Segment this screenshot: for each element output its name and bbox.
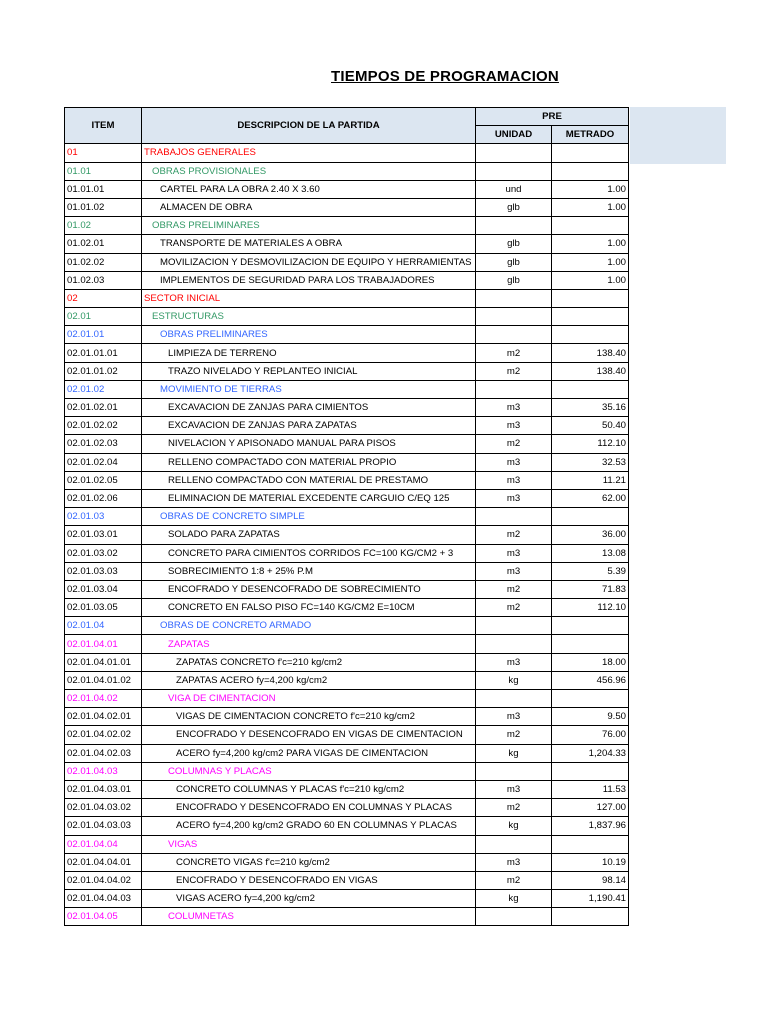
metrado-cell (552, 380, 629, 398)
table-row (65, 890, 629, 908)
budget-table (64, 107, 629, 926)
unit-cell: glb (476, 253, 552, 271)
description-cell: ACERO fy=4,200 kg/cm2 PARA VIGAS DE CIMENTACION (142, 744, 476, 762)
table-row (65, 508, 629, 526)
table-row (65, 835, 629, 853)
table-row (65, 544, 629, 562)
metrado-cell (552, 835, 629, 853)
table-row (65, 289, 629, 307)
description-cell: ACERO fy=4,200 kg/cm2 GRADO 60 EN COLUMNAS Y PLACAS (142, 817, 476, 835)
description-cell: CONCRETO PARA CIMIENTOS CORRIDOS FC=100 KG/CM2 + 3 (142, 544, 476, 562)
description-cell: CONCRETO VIGAS f'c=210 kg/cm2 (142, 853, 476, 871)
item-code-cell: 02.01.04.01 (65, 635, 142, 653)
item-code-cell: 01.01.02 (65, 198, 142, 216)
description-cell: OBRAS PRELIMINARES (142, 326, 476, 344)
table-row (65, 871, 629, 889)
description-cell: ENCOFRADO Y DESENCOFRADO EN VIGAS DE CIMENTACION (142, 726, 476, 744)
description-cell: EXCAVACION DE ZANJAS PARA ZAPATAS (142, 417, 476, 435)
item-code-cell: 02.01.03.01 (65, 526, 142, 544)
table-row (65, 489, 629, 507)
item-code-cell: 02.01.03 (65, 508, 142, 526)
unit-cell: kg (476, 890, 552, 908)
table-row (65, 235, 629, 253)
item-code-cell: 02.01.04.01.01 (65, 653, 142, 671)
item-code-cell: 01.02.03 (65, 271, 142, 289)
unit-cell (476, 835, 552, 853)
unit-cell (476, 289, 552, 307)
unit-cell: glb (476, 198, 552, 216)
unit-cell (476, 762, 552, 780)
description-cell: VIGAS ACERO fy=4,200 kg/cm2 (142, 890, 476, 908)
item-code-cell: 02.01.01.02 (65, 362, 142, 380)
metrado-cell: 1.00 (552, 180, 629, 198)
metrado-cell: 1.00 (552, 271, 629, 289)
description-cell: EXCAVACION DE ZANJAS PARA CIMIENTOS (142, 399, 476, 417)
table-row (65, 435, 629, 453)
description-cell: SOLADO PARA ZAPATAS (142, 526, 476, 544)
description-cell: RELLENO COMPACTADO CON MATERIAL PROPIO (142, 453, 476, 471)
table-row (65, 344, 629, 362)
table-row (65, 526, 629, 544)
description-cell: NIVELACION Y APISONADO MANUAL PARA PISOS (142, 435, 476, 453)
table-row (65, 653, 629, 671)
header-band (630, 107, 726, 164)
table-row (65, 417, 629, 435)
description-cell: CARTEL PARA LA OBRA 2.40 X 3.60 (142, 180, 476, 198)
table-row (65, 453, 629, 471)
item-code-cell: 02.01.02.06 (65, 489, 142, 507)
description-cell: ENCOFRADO Y DESENCOFRADO DE SOBRECIMIENTO (142, 580, 476, 598)
item-code-cell: 02.01 (65, 308, 142, 326)
item-code-cell: 02.01.04.03.02 (65, 799, 142, 817)
metrado-cell (552, 617, 629, 635)
table-row (65, 144, 629, 162)
item-code-cell: 02.01.03.03 (65, 562, 142, 580)
metrado-cell: 112.10 (552, 435, 629, 453)
description-cell: OBRAS DE CONCRETO ARMADO (142, 617, 476, 635)
description-cell: ZAPATAS CONCRETO f'c=210 kg/cm2 (142, 653, 476, 671)
unit-cell (476, 217, 552, 235)
metrado-cell: 1,837.96 (552, 817, 629, 835)
description-cell: VIGAS (142, 835, 476, 853)
table-row (65, 817, 629, 835)
description-cell: TRANSPORTE DE MATERIALES A OBRA (142, 235, 476, 253)
table-row (65, 908, 629, 926)
description-cell: SECTOR INICIAL (142, 289, 476, 307)
metrado-cell: 18.00 (552, 653, 629, 671)
description-cell: OBRAS DE CONCRETO SIMPLE (142, 508, 476, 526)
table-row (65, 399, 629, 417)
unit-cell (476, 144, 552, 162)
table-row (65, 380, 629, 398)
unit-cell (476, 690, 552, 708)
unit-cell: m2 (476, 526, 552, 544)
metrado-cell: 36.00 (552, 526, 629, 544)
metrado-cell: 127.00 (552, 799, 629, 817)
header-descripcion: DESCRIPCION DE LA PARTIDA (142, 108, 476, 144)
table-row (65, 162, 629, 180)
description-cell: CONCRETO COLUMNAS Y PLACAS f'c=210 kg/cm2 (142, 780, 476, 798)
unit-cell (476, 326, 552, 344)
description-cell: ZAPATAS (142, 635, 476, 653)
metrado-cell: 62.00 (552, 489, 629, 507)
header-item: ITEM (65, 108, 142, 144)
item-code-cell: 02.01.03.02 (65, 544, 142, 562)
table-row (65, 326, 629, 344)
unit-cell: m2 (476, 871, 552, 889)
metrado-cell: 11.53 (552, 780, 629, 798)
item-code-cell: 02.01.04.03.01 (65, 780, 142, 798)
unit-cell: m2 (476, 599, 552, 617)
unit-cell: m3 (476, 853, 552, 871)
unit-cell: m3 (476, 653, 552, 671)
unit-cell (476, 908, 552, 926)
table-row (65, 362, 629, 380)
unit-cell: m3 (476, 489, 552, 507)
table-row (65, 617, 629, 635)
table-row (65, 253, 629, 271)
table-row (65, 471, 629, 489)
unit-cell: m2 (476, 726, 552, 744)
unit-cell: m3 (476, 780, 552, 798)
item-code-cell: 02.01.04.01.02 (65, 671, 142, 689)
metrado-cell: 138.40 (552, 344, 629, 362)
item-code-cell: 02.01.04.04.01 (65, 853, 142, 871)
table-row (65, 562, 629, 580)
item-code-cell: 01.02.01 (65, 235, 142, 253)
unit-cell: glb (476, 271, 552, 289)
item-code-cell: 02.01.03.04 (65, 580, 142, 598)
item-code-cell: 02.01.04 (65, 617, 142, 635)
metrado-cell: 13.08 (552, 544, 629, 562)
unit-cell: m3 (476, 562, 552, 580)
table-row (65, 671, 629, 689)
metrado-cell: 5.39 (552, 562, 629, 580)
page-title: TIEMPOS DE PROGRAMACION (331, 68, 559, 85)
metrado-cell: 138.40 (552, 362, 629, 380)
description-cell: MOVILIZACION Y DESMOVILIZACION DE EQUIPO Y HERRAMIENTAS (142, 253, 476, 271)
item-code-cell: 02.01.03.05 (65, 599, 142, 617)
metrado-cell: 112.10 (552, 599, 629, 617)
description-cell: ALMACEN DE OBRA (142, 198, 476, 216)
metrado-cell (552, 326, 629, 344)
item-code-cell: 02.01.02.05 (65, 471, 142, 489)
item-code-cell: 01.01 (65, 162, 142, 180)
unit-cell (476, 508, 552, 526)
unit-cell (476, 162, 552, 180)
metrado-cell: 76.00 (552, 726, 629, 744)
description-cell: VIGAS DE CIMENTACION CONCRETO f'c=210 kg/cm2 (142, 708, 476, 726)
metrado-cell (552, 908, 629, 926)
metrado-cell: 1.00 (552, 235, 629, 253)
metrado-cell (552, 508, 629, 526)
description-cell: ZAPATAS ACERO fy=4,200 kg/cm2 (142, 671, 476, 689)
description-cell: RELLENO COMPACTADO CON MATERIAL DE PRESTAMO (142, 471, 476, 489)
item-code-cell: 02.01.04.04.03 (65, 890, 142, 908)
metrado-cell: 50.40 (552, 417, 629, 435)
unit-cell: m3 (476, 544, 552, 562)
metrado-cell (552, 308, 629, 326)
item-code-cell: 02.01.02.01 (65, 399, 142, 417)
unit-cell: m2 (476, 435, 552, 453)
metrado-cell (552, 217, 629, 235)
unit-cell: m3 (476, 471, 552, 489)
item-code-cell: 02.01.04.04 (65, 835, 142, 853)
description-cell: MOVIMIENTO DE TIERRAS (142, 380, 476, 398)
description-cell: ESTRUCTURAS (142, 308, 476, 326)
table-row (65, 580, 629, 598)
item-code-cell: 02.01.04.02 (65, 690, 142, 708)
unit-cell: m3 (476, 453, 552, 471)
table-row (65, 635, 629, 653)
unit-cell: kg (476, 817, 552, 835)
item-code-cell: 02.01.04.02.02 (65, 726, 142, 744)
item-code-cell: 02 (65, 289, 142, 307)
item-code-cell: 02.01.02.04 (65, 453, 142, 471)
item-code-cell: 02.01.02 (65, 380, 142, 398)
description-cell: OBRAS PROVISIONALES (142, 162, 476, 180)
header-metrado: METRADO (552, 126, 629, 144)
table-row (65, 799, 629, 817)
metrado-cell: 9.50 (552, 708, 629, 726)
item-code-cell: 02.01.02.03 (65, 435, 142, 453)
metrado-cell: 1.00 (552, 198, 629, 216)
metrado-cell: 32.53 (552, 453, 629, 471)
table-row (65, 198, 629, 216)
metrado-cell (552, 162, 629, 180)
table-row (65, 308, 629, 326)
table-row (65, 708, 629, 726)
metrado-cell: 71.83 (552, 580, 629, 598)
unit-cell: und (476, 180, 552, 198)
item-code-cell: 02.01.04.03 (65, 762, 142, 780)
description-cell: CONCRETO EN FALSO PISO FC=140 KG/CM2 E=10CM (142, 599, 476, 617)
description-cell: ENCOFRADO Y DESENCOFRADO EN VIGAS (142, 871, 476, 889)
metrado-cell: 11.21 (552, 471, 629, 489)
metrado-cell: 1.00 (552, 253, 629, 271)
description-cell: OBRAS PRELIMINARES (142, 217, 476, 235)
unit-cell (476, 380, 552, 398)
metrado-cell (552, 289, 629, 307)
item-code-cell: 01 (65, 144, 142, 162)
metrado-cell: 35.16 (552, 399, 629, 417)
table-row (65, 762, 629, 780)
item-code-cell: 02.01.01 (65, 326, 142, 344)
description-cell: SOBRECIMIENTO 1:8 + 25% P.M (142, 562, 476, 580)
unit-cell: m3 (476, 399, 552, 417)
description-cell: VIGA DE CIMENTACION (142, 690, 476, 708)
description-cell: COLUMNETAS (142, 908, 476, 926)
table-row (65, 217, 629, 235)
description-cell: ENCOFRADO Y DESENCOFRADO EN COLUMNAS Y PLACAS (142, 799, 476, 817)
metrado-cell (552, 762, 629, 780)
table-row (65, 690, 629, 708)
unit-cell: m3 (476, 708, 552, 726)
description-cell: TRAZO NIVELADO Y REPLANTEO INICIAL (142, 362, 476, 380)
unit-cell: m2 (476, 362, 552, 380)
unit-cell (476, 617, 552, 635)
unit-cell: m3 (476, 417, 552, 435)
description-cell: TRABAJOS GENERALES (142, 144, 476, 162)
table-row (65, 180, 629, 198)
description-cell: LIMPIEZA DE TERRENO (142, 344, 476, 362)
table-row (65, 853, 629, 871)
metrado-cell: 98.14 (552, 871, 629, 889)
metrado-cell (552, 144, 629, 162)
unit-cell (476, 308, 552, 326)
metrado-cell (552, 635, 629, 653)
item-code-cell: 02.01.04.03.03 (65, 817, 142, 835)
description-cell: IMPLEMENTOS DE SEGURIDAD PARA LOS TRABAJADORES (142, 271, 476, 289)
unit-cell: m2 (476, 344, 552, 362)
metrado-cell: 1,190.41 (552, 890, 629, 908)
unit-cell (476, 635, 552, 653)
item-code-cell: 01.02.02 (65, 253, 142, 271)
item-code-cell: 02.01.04.05 (65, 908, 142, 926)
metrado-cell: 456.96 (552, 671, 629, 689)
table-row (65, 780, 629, 798)
item-code-cell: 02.01.01.01 (65, 344, 142, 362)
table-row (65, 744, 629, 762)
metrado-cell: 1,204.33 (552, 744, 629, 762)
item-code-cell: 02.01.04.02.01 (65, 708, 142, 726)
item-code-cell: 01.02 (65, 217, 142, 235)
unit-cell: kg (476, 744, 552, 762)
item-code-cell: 02.01.04.04.02 (65, 871, 142, 889)
table-row (65, 726, 629, 744)
table-row (65, 599, 629, 617)
unit-cell: kg (476, 671, 552, 689)
header-unidad: UNIDAD (476, 126, 552, 144)
item-code-cell: 02.01.02.02 (65, 417, 142, 435)
metrado-cell (552, 690, 629, 708)
description-cell: COLUMNAS Y PLACAS (142, 762, 476, 780)
description-cell: ELIMINACION DE MATERIAL EXCEDENTE CARGUIO C/EQ 125 (142, 489, 476, 507)
item-code-cell: 02.01.04.02.03 (65, 744, 142, 762)
unit-cell: glb (476, 235, 552, 253)
header-presupuesto: PRE (476, 108, 629, 126)
table-row (65, 271, 629, 289)
unit-cell: m2 (476, 580, 552, 598)
metrado-cell: 10.19 (552, 853, 629, 871)
item-code-cell: 01.01.01 (65, 180, 142, 198)
unit-cell: m2 (476, 799, 552, 817)
